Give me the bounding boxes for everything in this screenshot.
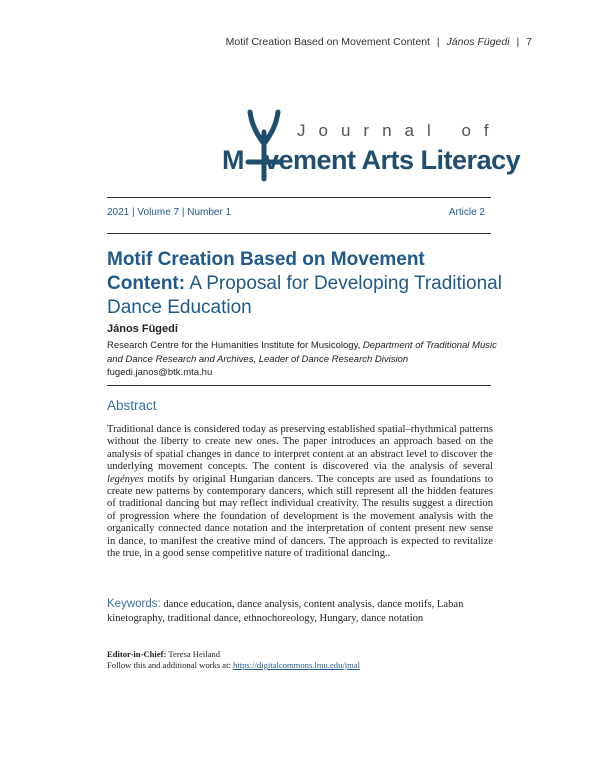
separator: | xyxy=(436,36,440,48)
editor-label: Editor-in-Chief: xyxy=(107,649,167,659)
divider xyxy=(107,197,491,198)
title-colon: : xyxy=(178,273,186,294)
divider xyxy=(107,385,491,386)
page-number: 7 xyxy=(526,36,532,48)
follow-text: Follow this and additional works at: xyxy=(107,660,234,670)
title-rest: A Proposal for Developing Traditional Dance Education xyxy=(107,273,502,318)
editor-name: Teresa Heiland xyxy=(166,649,221,659)
keywords-label: Keywords: xyxy=(107,598,161,610)
running-header xyxy=(226,36,532,48)
logo-main-text xyxy=(222,145,520,176)
affiliation-italic: Department of Traditional Music and Dance Research and Archives, Leader of Dance Research Division xyxy=(107,340,497,365)
logo-rest: vement Arts Literacy xyxy=(264,145,521,175)
footer xyxy=(107,649,360,671)
repository-link[interactable]: https://digitalcommons.lmu.edu/jmal xyxy=(233,660,361,670)
author-name: János Fügedi xyxy=(107,323,178,335)
running-header-author: János Fügedi xyxy=(446,36,510,48)
issue-info xyxy=(107,207,491,218)
logo-m: M xyxy=(222,145,244,175)
author-email[interactable]: fugedi.janos@btk.mta.hu xyxy=(107,367,213,378)
abstract-part-1: Traditional dance is considered today as preserving established spatial–rhythmical patterns without the liberty to create new ones. The paper introduces an approach based on the analysis of spatial changes in dance to interpret content at an abstract level to discover the underlying movement concepts. The content is discovered via the analysis of several xyxy=(107,424,493,473)
article-number: Article 2 xyxy=(448,207,485,218)
keywords-text: dance education, dance analysis, content analysis, dance motifs, Laban kinetography, traditional dance, ethnochoreology, Hungary, dance notation xyxy=(107,599,464,624)
affiliation-plain: Research Centre for the Humanities Institute for Musicology, xyxy=(107,340,361,351)
logo-journal-text: Journal of xyxy=(297,121,502,140)
author-affiliation xyxy=(107,339,502,367)
running-header-title: Motif Creation Based on Movement Content xyxy=(225,36,430,48)
abstract-italic-term: legényes xyxy=(107,473,144,485)
issue-volume: 2021 | Volume 7 | Number 1 xyxy=(107,207,232,218)
abstract-part-2: motifs by original Hungarian dancers. The concepts are used as foundations to create new patterns by contemporary dancers, which still represent all the hidden features of traditional dancing but may reflect individual creativity. The results suggest a direction of progression where the foundation of development is the movement analysis with the organically connected dance notation and the interpretation of content present new sense in dance, to manifest the creative mind of dancers. The approach is expected to revitalize the true, in a good sense competitive nature of traditional dancing.. xyxy=(107,473,493,560)
article-title xyxy=(107,248,507,320)
divider xyxy=(107,233,491,234)
follow-line xyxy=(107,660,360,671)
abstract-text xyxy=(107,424,493,560)
editor-line xyxy=(107,649,360,660)
keywords xyxy=(107,597,497,626)
abstract-heading: Abstract xyxy=(107,398,157,413)
separator: | xyxy=(516,36,520,48)
title-bold: Motif Creation Based on Movement Content xyxy=(107,249,425,294)
